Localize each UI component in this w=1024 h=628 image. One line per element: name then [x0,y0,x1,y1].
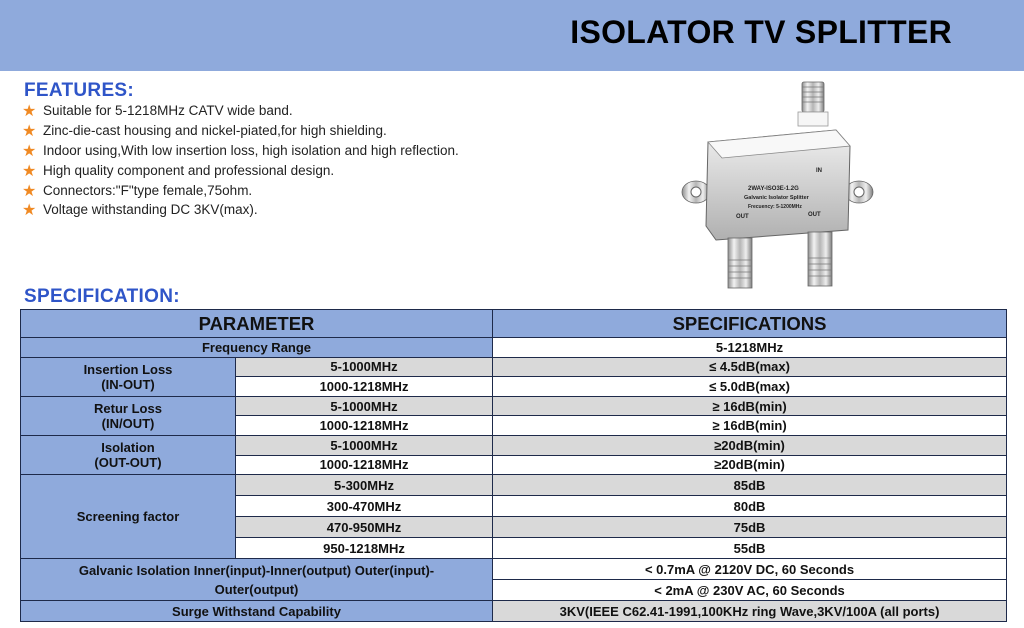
feature-item [22,160,459,180]
range-cell: 470-950MHz [236,517,493,538]
value-cell: 80dB [493,496,1007,517]
feature-text: Zinc-die-cast housing and nickel-piated,for high shielding. [43,123,387,139]
range-cell: 5-1000MHz [236,396,493,416]
table-row [21,338,1007,358]
star-icon: ★ [22,200,37,220]
table-header-row [21,310,1007,338]
galvanic-label-line1: Galvanic Isolation Inner(input)-Inner(output) Outer(input)- [78,562,435,578]
specification-heading: SPECIFICATION: [24,286,180,307]
feature-item [22,101,459,121]
insertion-loss-label [21,357,236,396]
table-row [21,475,1007,496]
star-icon: ★ [22,121,37,141]
isolation-label-line2: (OUT-OUT) [94,455,162,471]
table-row [21,601,1007,622]
page-title: ISOLATOR TV SPLITTER [570,14,952,50]
insertion-loss-label-line2: (IN-OUT) [101,376,155,392]
surge-label: Surge Withstand Capability [21,601,493,622]
feature-text: High quality component and professional design. [43,162,335,178]
range-cell: 5-300MHz [236,475,493,496]
table-row [21,559,1007,580]
surge-value: 3KV(IEEE C62.41-1991,100KHz ring Wave,3KV/100A (all ports) [493,601,1007,622]
value-cell: ≥ 16dB(min) [493,396,1007,416]
table-row [21,435,1007,455]
header-banner [0,0,1024,71]
feature-text: Connectors:"F"type female,75ohm. [43,182,253,198]
return-loss-label [21,396,236,435]
star-icon: ★ [22,160,37,180]
value-cell: 55dB [493,538,1007,559]
product-photo [676,80,876,295]
range-cell: 950-1218MHz [236,538,493,559]
range-cell: 1000-1218MHz [236,377,493,397]
feature-item [22,180,459,200]
feature-item [22,121,459,141]
range-cell: 1000-1218MHz [236,455,493,475]
isolation-label [21,435,236,474]
frequency-range-value: 5-1218MHz [493,338,1007,358]
range-cell: 5-1000MHz [236,357,493,377]
product-label-model: 2WAY-ISO3E-1.2G [748,186,799,192]
product-out-left: OUT [736,214,749,220]
value-cell: ≤ 5.0dB(max) [493,377,1007,397]
table-row [21,396,1007,416]
galvanic-label-line2: Outer(output) [214,581,299,597]
value-cell: 85dB [493,475,1007,496]
star-icon: ★ [22,140,37,160]
range-cell: 1000-1218MHz [236,416,493,436]
product-label-type: Galvanic Isolator Splitter [744,195,809,201]
isolation-label-line1: Isolation [101,440,155,456]
header-parameter: PARAMETER [21,310,493,338]
value-cell: 75dB [493,517,1007,538]
star-icon: ★ [22,101,37,121]
product-label-freq: Frecuency: 5-1200MHz [748,204,802,210]
galvanic-isolation-label [21,559,493,601]
value-cell: ≥ 16dB(min) [493,416,1007,436]
feature-text: Indoor using,With low insertion loss, high isolation and high reflection. [43,142,459,158]
specification-table [20,309,1007,622]
range-cell: 300-470MHz [236,496,493,517]
header-specifications: SPECIFICATIONS [493,310,1007,338]
value-cell: < 0.7mA @ 2120V DC, 60 Seconds [493,559,1007,580]
return-loss-label-line2: (IN/OUT) [101,415,155,431]
value-cell: ≤ 4.5dB(max) [493,357,1007,377]
value-cell: ≥20dB(min) [493,455,1007,475]
feature-item [22,200,459,220]
value-cell: < 2mA @ 230V AC, 60 Seconds [493,580,1007,601]
feature-list [22,101,459,220]
table-row [21,357,1007,377]
screening-factor-label: Screening factor [21,475,236,559]
return-loss-label-line1: Retur Loss [94,400,162,416]
features-heading: FEATURES: [24,80,135,101]
feature-text: Suitable for 5-1218MHz CATV wide band. [43,103,293,119]
star-icon: ★ [22,180,37,200]
feature-item [22,141,459,161]
insertion-loss-label-line1: Insertion Loss [83,361,173,377]
product-in-label: IN [816,168,822,174]
frequency-range-label: Frequency Range [21,338,493,358]
product-out-right: OUT [808,212,821,218]
value-cell: ≥20dB(min) [493,435,1007,455]
range-cell: 5-1000MHz [236,435,493,455]
feature-text: Voltage withstanding DC 3KV(max). [43,202,258,218]
